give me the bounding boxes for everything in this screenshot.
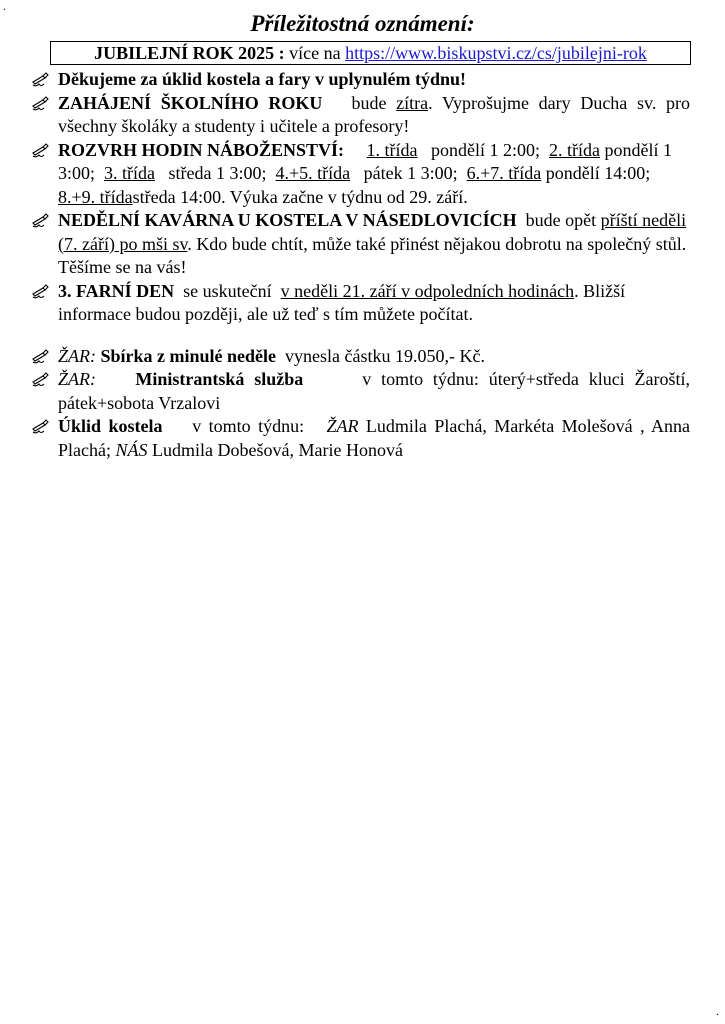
schedule-time: středa 1 3:00; xyxy=(168,163,267,183)
cleaning-parish: NÁS xyxy=(115,439,148,460)
collection-parish: ŽAR: xyxy=(58,345,96,366)
cafe-text: bude opět xyxy=(525,210,597,230)
schedule-time: pondělí 1 2:00; xyxy=(431,139,541,160)
cleaning-text: v tomto týdnu: xyxy=(192,416,305,436)
altar-servers-parish: ŽAR: xyxy=(58,369,96,389)
schedule-time: pátek 1 3:00; xyxy=(363,163,458,183)
list-item xyxy=(30,280,690,327)
schedule-class: 4.+5. třída xyxy=(275,163,351,183)
schedule-time: středa 14:00. Výuka začne v týdnu od 29. září. xyxy=(132,186,468,207)
school-date: zítra xyxy=(396,92,429,113)
parish-day-text: se uskuteční xyxy=(183,280,272,301)
writing-hand-icon xyxy=(30,368,54,391)
list-item xyxy=(30,368,690,415)
parish-day-date: v neděli 21. září v odpoledních hodinách xyxy=(280,280,575,301)
schedule-time: pondělí 1 3:00; xyxy=(58,139,673,183)
parish-day-heading: 3. FARNÍ DEN xyxy=(58,280,175,301)
cafe-heading: NEDĚLNÍ KAVÁRNA U KOSTELA V NÁSEDLOVICÍCH xyxy=(58,210,517,230)
cleaning-names: Ludmila Dobešová, Marie Honová xyxy=(152,439,403,460)
writing-hand-icon xyxy=(30,139,54,162)
banner-text: více na xyxy=(289,43,341,63)
cleaning-parish: ŽAR xyxy=(326,416,359,436)
collection-amount: vynesla částku 19.050,- Kč. xyxy=(285,345,485,366)
cleaning-heading: Úklid kostela xyxy=(58,416,163,436)
list-item xyxy=(30,415,690,462)
writing-hand-icon xyxy=(30,415,54,438)
list-item xyxy=(30,139,690,210)
parish-day-text-rest: . Bližší informace budou později, ale už teď s tím můžete počítat. xyxy=(58,280,626,324)
schedule-class: 8.+9. třída xyxy=(58,186,133,207)
announcement-list xyxy=(30,68,690,462)
thanks-text: Děkujeme za úklid kostela a fary v uplynulém týdnu! xyxy=(58,69,467,89)
school-text-rest: . Vyprošujme dary Ducha sv. pro všechny školáky a studenty i učitele a profesory! xyxy=(58,92,690,136)
writing-hand-icon xyxy=(30,68,54,91)
schedule-class: 6.+7. třída xyxy=(466,163,542,183)
corner-mark: . xyxy=(716,1004,719,1018)
writing-hand-icon xyxy=(30,280,54,303)
schedule-class: 2. třída xyxy=(549,139,601,160)
writing-hand-icon xyxy=(30,209,54,232)
altar-servers-text: v tomto týdnu: úterý+středa kluci Žaroští, pátek+sobota Vrzalovi xyxy=(58,369,691,413)
altar-servers-heading: Ministrantská služba xyxy=(135,369,304,389)
collection-heading: Sbírka z minulé neděle xyxy=(100,345,277,366)
list-item xyxy=(30,68,690,92)
banner-link[interactable]: https://www.biskupstvi.cz/cs/jubilejni-rok xyxy=(345,43,647,63)
page-title: Příležitostná oznámení: xyxy=(250,11,475,36)
schedule-class: 1. třída xyxy=(366,139,418,160)
school-heading: ZAHÁJENÍ ŠKOLNÍHO ROKU xyxy=(58,92,323,113)
schedule-time: pondělí 14:00; xyxy=(545,163,651,183)
schedule-heading: ROZVRH HODIN NÁBOŽENSTVÍ: xyxy=(58,139,345,160)
cafe-date: příští neděli (7. září) po mši sv xyxy=(58,210,687,254)
list-item xyxy=(30,345,690,369)
list-item xyxy=(30,92,690,139)
banner-heading: JUBILEJNÍ ROK 2025 : xyxy=(94,43,285,63)
jubilee-banner xyxy=(50,41,691,65)
writing-hand-icon xyxy=(30,92,54,115)
cafe-text-rest: . Kdo bude chtít, může také přinést nějakou dobrotu na společný stůl. Těšíme se na vás! xyxy=(58,233,687,277)
list-item xyxy=(30,209,690,280)
cleaning-names: Ludmila Plachá, Markéta Molešová , Anna Plachá; xyxy=(58,416,691,460)
schedule-class: 3. třída xyxy=(104,163,156,183)
corner-mark: . xyxy=(3,0,6,13)
writing-hand-icon xyxy=(30,345,54,368)
school-text: bude xyxy=(351,92,387,113)
